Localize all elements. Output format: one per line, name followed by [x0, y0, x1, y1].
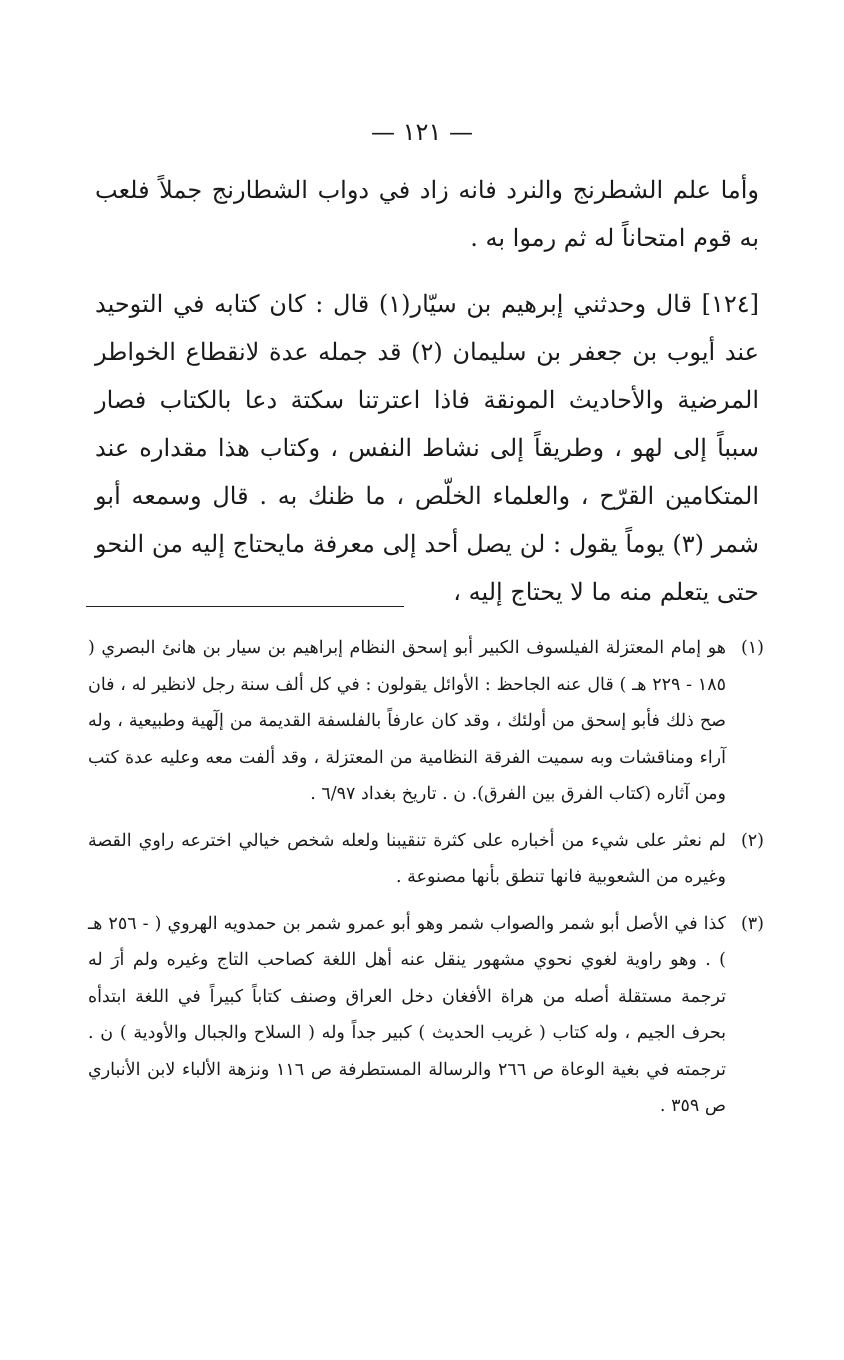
footnotes — [88, 630, 764, 1135]
footnote-separator — [86, 606, 404, 607]
footnote-2 — [88, 823, 764, 896]
page-number: — ١٢١ — — [371, 118, 473, 146]
footnote-text: كذا في الأصل أبو شمر والصواب شمر وهو أبو عمرو شمر بن حمدويه الهروي ( - ٢٥٦ هـ ) . وهو راوية لغوي نحوي مشهور ينقل عنه أهل اللغة كصاحب التاج وغيره ولم أرَ له ترجمة مستقلة أصله من هراة الأفغان دخل العراق وصنف كتاباً كبيراً في اللغة ابتدأه بحرف الجيم ، وله كتاب ( غريب الحديث ) كبير جداً وله ( السلاح والجبال والأودية ) ن . ترجمته في بغية الوعاة ص ٢٦٦ والرسالة المستطرفة ص ١١٦ ونزهة الألباء لابن الأنباري ص ٣٥٩ . — [88, 913, 726, 1116]
body-paragraph-2: [١٢٤] قال وحدثني إبرهيم بن سيّار(١) قال : كان كتابه في التوحيد عند أيوب بن جعفر بن سليمان (٢) قد جمله عدة لانقطاع الخواطر المرضية والأحاديث المونقة فاذا اعترتنا سكتة دعا بالكتاب فصار سبباً إلى لهو ، وطريقاً إلى نشاط النفس ، وكتاب هذا مقداره عند المتكامين القرّح ، والعلماء الخلّص ، ما ظنك به . قال وسمعه أبو شمر (٣) يوماً يقول : لن يصل أحد إلى معرفة مايحتاج إليه من النحو حتى يتعلم منه ما لا يحتاج إليه ، — [95, 290, 760, 606]
footnote-text: لم نعثر على شيء من أخباره على كثرة تنقيبنا ولعله شخص خيالي اخترعه راوي القصة وغيره من الشعوبية فانها تنطق بأنها مصنوعة . — [88, 830, 726, 887]
footnote-1 — [88, 630, 764, 813]
footnote-text: هو إمام المعتزلة الفيلسوف الكبير أبو إسحق النظام إبراهيم بن سيار بن هانئ البصري ( ١٨٥ - ٢٢٩ هـ ) قال عنه الجاحظ : الأوائل يقولون : في كل ألف سنة رجل لانظير له ، فان صح ذلك فأبو إسحق من أولئك ، وقد كان عارفاً بالفلسفة القديمة من إلٓهية وطبيعية ، وله آراء ومناقشات وبه سميت الفرقة النظامية من المعتزلة ، وقد ألفت معه وعليه عدة كتب ومن آثاره (كتاب الفرق بين الفرق). ن . تاريخ بغداد ٦/٩٧ . — [88, 638, 726, 804]
footnote-marker: (٣) — [740, 913, 764, 934]
body-paragraph-1: وأما علم الشطرنج والنرد فانه زاد في دواب الشطارنج جملاً فلعب به قوم امتحاناً له ثم رموا به . — [95, 176, 759, 252]
footnote-marker: (١) — [740, 638, 764, 658]
footnote-marker: (٢) — [740, 830, 764, 851]
footnote-3 — [88, 906, 764, 1125]
